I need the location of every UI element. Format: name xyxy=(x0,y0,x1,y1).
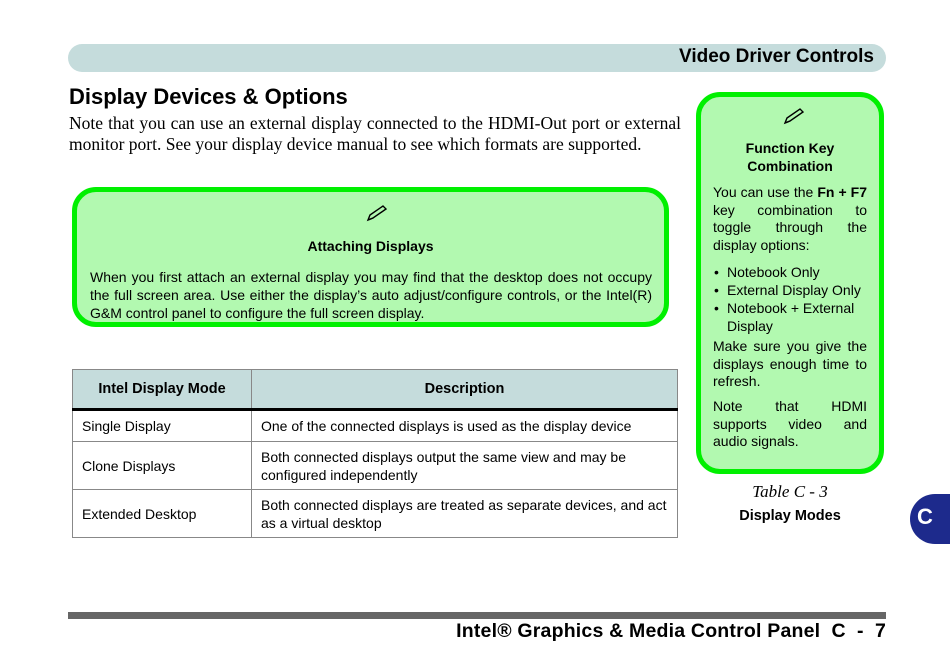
table-caption-title: Display Modes xyxy=(739,508,841,524)
list-item-label: Notebook + External Display xyxy=(727,300,855,334)
sidebar-note-hdmi: Note that HDMI supports video and audio signals. xyxy=(713,398,867,449)
list-item-label: Notebook Only xyxy=(727,264,820,280)
sidebar-note-refresh: Make sure you give the displays enough time to refresh. xyxy=(713,338,867,389)
sidebar-heading xyxy=(701,139,879,175)
sidebar-intro-prefix: You can use the xyxy=(713,184,818,200)
table-header-description: Description xyxy=(252,370,678,410)
pen-icon xyxy=(783,107,805,125)
table-caption-number: Table C - 3 xyxy=(752,482,828,501)
table-header-mode: Intel Display Mode xyxy=(73,370,252,410)
sidebar-options-list xyxy=(713,263,869,335)
table-cell-mode: Extended Desktop xyxy=(73,490,252,538)
running-header xyxy=(68,44,886,72)
table-cell-mode: Clone Displays xyxy=(73,442,252,490)
sidebar-intro-suffix: key combination to toggle through the display options: xyxy=(713,201,867,253)
sidebar-heading-line2: Combination xyxy=(747,158,833,174)
note-heading: Attaching Displays xyxy=(307,238,434,254)
chapter-tab xyxy=(910,494,950,544)
note-body: When you first attach an external display you may find that the desktop does not occupy the full screen area. Use either the display’s auto adjust/configure controls, or the Intel(R) G&M control panel to configure the full screen display. xyxy=(90,269,652,321)
list-item: • Notebook Only xyxy=(714,264,820,280)
running-header-title: Video Driver Controls xyxy=(679,46,874,67)
sidebar-heading-line1: Function Key xyxy=(745,140,835,156)
intro-paragraph: Note that you can use an external display connected to the HDMI-Out port or external monitor port. See your display device manual to see which formats are supported. xyxy=(69,113,681,154)
table-row xyxy=(73,490,678,538)
table-cell-mode: Single Display xyxy=(73,410,252,442)
footer-text: Intel® Graphics & Media Control Panel C - 7 xyxy=(456,620,886,642)
note-box-attaching-displays xyxy=(72,187,669,327)
list-item: • External Display Only xyxy=(714,282,861,298)
section-title: Display Devices & Options xyxy=(69,84,348,109)
sidebar-function-key xyxy=(696,92,884,474)
table-row xyxy=(73,410,678,442)
footer-rule xyxy=(68,612,886,619)
display-modes-table xyxy=(72,369,678,538)
sidebar-intro-key: Fn + F7 xyxy=(817,184,867,200)
table-row xyxy=(73,442,678,490)
table-cell-description: Both connected displays output the same view and may be configured independently xyxy=(252,442,678,490)
sidebar-intro xyxy=(713,184,867,254)
list-item-label: External Display Only xyxy=(727,282,861,298)
list-item: • Notebook + External Display xyxy=(714,300,855,334)
chapter-tab-letter: C xyxy=(917,504,933,529)
table-cell-description: Both connected displays are treated as separate devices, and act as a virtual desktop xyxy=(252,490,678,538)
pen-icon xyxy=(366,204,388,222)
table-cell-description: One of the connected displays is used as the display device xyxy=(252,410,678,442)
